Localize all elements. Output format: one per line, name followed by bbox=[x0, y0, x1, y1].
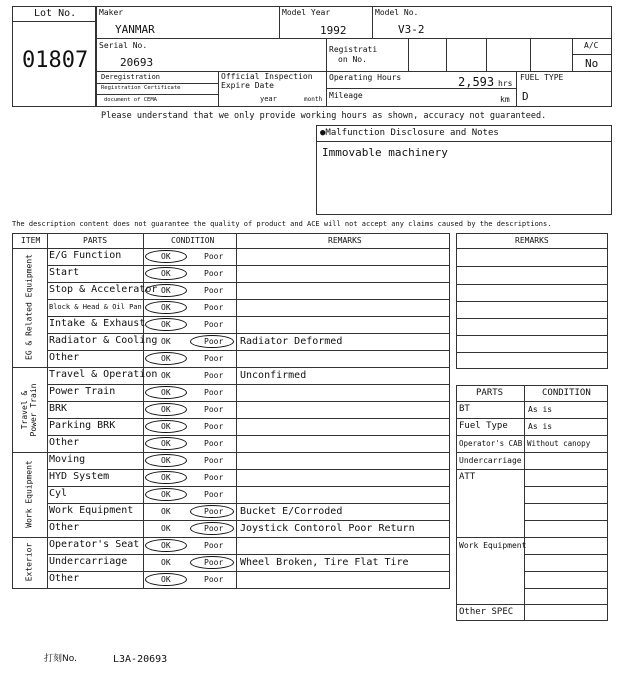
poor-circle-mark bbox=[190, 556, 234, 569]
hrs-unit: hrs bbox=[498, 79, 513, 88]
remark-text: Wheel Broken, Tire Flat Tire bbox=[240, 557, 409, 568]
right-part-bt: BT bbox=[459, 404, 470, 414]
part-label: Undercarriage bbox=[49, 556, 128, 567]
registration-label-1: Registrati bbox=[329, 45, 378, 54]
ok-circle-mark bbox=[145, 471, 187, 484]
ok-circle-mark bbox=[145, 403, 187, 416]
registration-label-2: on No. bbox=[338, 55, 367, 64]
ok-circle-mark bbox=[145, 352, 187, 365]
poor-option: Poor bbox=[204, 252, 224, 261]
ok-circle-mark bbox=[145, 437, 187, 450]
right-part-operator-cab: Operator's CAB bbox=[459, 439, 523, 448]
right-part-att: ATT bbox=[459, 472, 476, 482]
part-label: Block & Head & Oil Pan bbox=[49, 303, 142, 311]
part-label: BRK bbox=[49, 403, 68, 414]
part-label: Other bbox=[49, 352, 80, 363]
ok-option: OK bbox=[161, 422, 171, 431]
remark-text: Unconfirmed bbox=[240, 370, 307, 381]
poor-option: Poor bbox=[204, 507, 224, 516]
part-label: Other bbox=[49, 522, 80, 533]
lot-number: 01807 bbox=[22, 48, 89, 73]
poor-option: Poor bbox=[204, 371, 224, 380]
poor-option: Poor bbox=[204, 558, 224, 567]
ok-option: OK bbox=[161, 541, 171, 550]
ok-option: OK bbox=[161, 405, 171, 414]
poor-option: Poor bbox=[204, 269, 224, 278]
col-condition-header: CONDITION bbox=[171, 236, 215, 245]
ok-option: OK bbox=[161, 354, 171, 363]
right-condition-bt: As is bbox=[528, 405, 553, 414]
right-part-undercarriage: Undercarriage bbox=[459, 456, 522, 465]
malfunction-title: ●Malfunction Disclosure and Notes bbox=[320, 128, 499, 138]
serial-value: 20693 bbox=[120, 56, 154, 69]
fuel-type-label: FUEL TYPE bbox=[520, 73, 564, 82]
part-label: Other bbox=[49, 437, 80, 448]
part-label: Intake & Exhaust bbox=[49, 318, 146, 329]
serial-label: Serial No. bbox=[99, 41, 148, 50]
poor-option: Poor bbox=[204, 541, 224, 550]
ac-label: A/C bbox=[584, 41, 599, 50]
cema-label: document of CEMA bbox=[104, 97, 157, 103]
maker-value: YANMAR bbox=[115, 23, 155, 36]
poor-option: Poor bbox=[204, 388, 224, 397]
malfunction-box bbox=[316, 125, 612, 215]
official-inspection-label-2: Expire Date bbox=[221, 81, 274, 90]
right-condition-fuel-type: As is bbox=[528, 422, 553, 431]
remark-text: Joystick Contorol Poor Return bbox=[240, 523, 415, 534]
ok-option: OK bbox=[161, 269, 171, 278]
part-label: Start bbox=[49, 267, 80, 278]
ok-circle-mark bbox=[145, 454, 187, 467]
registration-cert-label: Registration Certificate bbox=[101, 85, 181, 91]
ok-option: OK bbox=[161, 303, 171, 312]
ok-option: OK bbox=[161, 558, 171, 567]
malfunction-text: Immovable machinery bbox=[322, 146, 448, 159]
poor-option: Poor bbox=[204, 337, 224, 346]
poor-option: Poor bbox=[204, 303, 224, 312]
group-label: EG & Related Equipment bbox=[24, 253, 33, 360]
ok-option: OK bbox=[161, 337, 171, 346]
part-label: Cyl bbox=[49, 488, 68, 499]
operating-hours-label: Operating Hours bbox=[329, 73, 402, 82]
ok-option: OK bbox=[161, 388, 171, 397]
disclaimer-text: The description content does not guarantee the quality of product and ACE will not accept any claims caused by the descriptions. bbox=[12, 220, 552, 228]
official-inspection-label-1: Official Inspection bbox=[221, 72, 313, 81]
right-other-spec-label: Other SPEC bbox=[459, 607, 514, 617]
part-label: HYD System bbox=[49, 471, 110, 482]
poor-option: Poor bbox=[204, 320, 224, 329]
ok-option: OK bbox=[161, 371, 171, 380]
ok-circle-mark bbox=[145, 539, 187, 552]
maker-label: Maker bbox=[99, 8, 124, 17]
part-label: Radiator & Cooling bbox=[49, 335, 158, 346]
ok-option: OK bbox=[161, 252, 171, 261]
right-work-equipment-label: Work Equipment bbox=[459, 541, 527, 550]
poor-option: Poor bbox=[204, 405, 224, 414]
model-year-value: 1992 bbox=[320, 24, 347, 37]
group-label: Exterior bbox=[24, 542, 33, 581]
ok-option: OK bbox=[161, 286, 171, 295]
right-parts-header: PARTS bbox=[476, 388, 504, 398]
part-label: Moving bbox=[49, 454, 86, 465]
km-unit: km bbox=[500, 95, 510, 104]
lot-label: Lot No. bbox=[34, 8, 77, 19]
year-label: year bbox=[260, 95, 277, 103]
remark-text: Radiator Deformed bbox=[240, 336, 343, 347]
poor-option: Poor bbox=[204, 422, 224, 431]
ok-circle-mark bbox=[145, 284, 187, 297]
poor-option: Poor bbox=[204, 439, 224, 448]
group-label: Travel & Power Train bbox=[20, 383, 38, 436]
stamp-label: 打刻No. bbox=[44, 654, 77, 664]
ok-option: OK bbox=[161, 473, 171, 482]
group-label: Work Equipment bbox=[24, 459, 33, 528]
model-no-label: Model No. bbox=[375, 8, 419, 17]
stamp-value: L3A-20693 bbox=[113, 654, 168, 665]
poor-option: Poor bbox=[204, 456, 224, 465]
part-label: E/G Function bbox=[49, 250, 122, 261]
ok-option: OK bbox=[161, 524, 171, 533]
model-no-value: V3-2 bbox=[398, 23, 425, 36]
poor-option: Poor bbox=[204, 354, 224, 363]
col-parts-header: PARTS bbox=[83, 236, 108, 245]
col-remarks-header: REMARKS bbox=[328, 236, 362, 245]
ok-circle-mark bbox=[145, 250, 187, 263]
right-condition-header: CONDITION bbox=[542, 388, 591, 398]
part-label: Parking BRK bbox=[49, 420, 116, 431]
poor-circle-mark bbox=[190, 505, 234, 518]
right-part-fuel-type: Fuel Type bbox=[459, 421, 508, 431]
ok-circle-mark bbox=[145, 573, 187, 586]
ok-option: OK bbox=[161, 507, 171, 516]
part-label: Operator's Seat bbox=[49, 539, 140, 550]
poor-option: Poor bbox=[204, 490, 224, 499]
right-remarks-header: REMARKS bbox=[515, 236, 549, 245]
ok-circle-mark bbox=[145, 267, 187, 280]
poor-option: Poor bbox=[204, 473, 224, 482]
fuel-type-value: D bbox=[522, 90, 529, 103]
ok-circle-mark bbox=[145, 488, 187, 501]
ok-circle-mark bbox=[145, 318, 187, 331]
remark-text: Bucket E/Corroded bbox=[240, 506, 343, 517]
right-condition-operator-cab: Without canopy bbox=[527, 439, 591, 448]
model-year-label: Model Year bbox=[282, 8, 331, 17]
part-label: Travel & Operation bbox=[49, 369, 158, 380]
poor-option: Poor bbox=[204, 575, 224, 584]
poor-circle-mark bbox=[190, 335, 234, 348]
ok-circle-mark bbox=[145, 301, 187, 314]
ok-option: OK bbox=[161, 320, 171, 329]
deregistration-label: Deregistration bbox=[101, 73, 161, 81]
part-label: Other bbox=[49, 573, 80, 584]
col-item-header: ITEM bbox=[21, 236, 41, 245]
ok-option: OK bbox=[161, 456, 171, 465]
ac-value: No bbox=[585, 57, 599, 70]
mileage-label: Mileage bbox=[329, 91, 363, 100]
operating-hours-value: 2,593 bbox=[458, 75, 495, 89]
ok-option: OK bbox=[161, 439, 171, 448]
month-label: month bbox=[304, 96, 323, 103]
poor-option: Poor bbox=[204, 524, 224, 533]
ok-option: OK bbox=[161, 575, 171, 584]
part-label: Stop & Accelerator bbox=[49, 284, 158, 295]
notice-text: Please understand that we only provide working hours as shown, accuracy not guaranteed. bbox=[101, 111, 547, 121]
poor-circle-mark bbox=[190, 522, 234, 535]
part-label: Work Equipment bbox=[49, 505, 134, 516]
part-label: Power Train bbox=[49, 386, 116, 397]
poor-option: Poor bbox=[204, 286, 224, 295]
ok-option: OK bbox=[161, 490, 171, 499]
ok-circle-mark bbox=[145, 386, 187, 399]
ok-circle-mark bbox=[145, 420, 187, 433]
